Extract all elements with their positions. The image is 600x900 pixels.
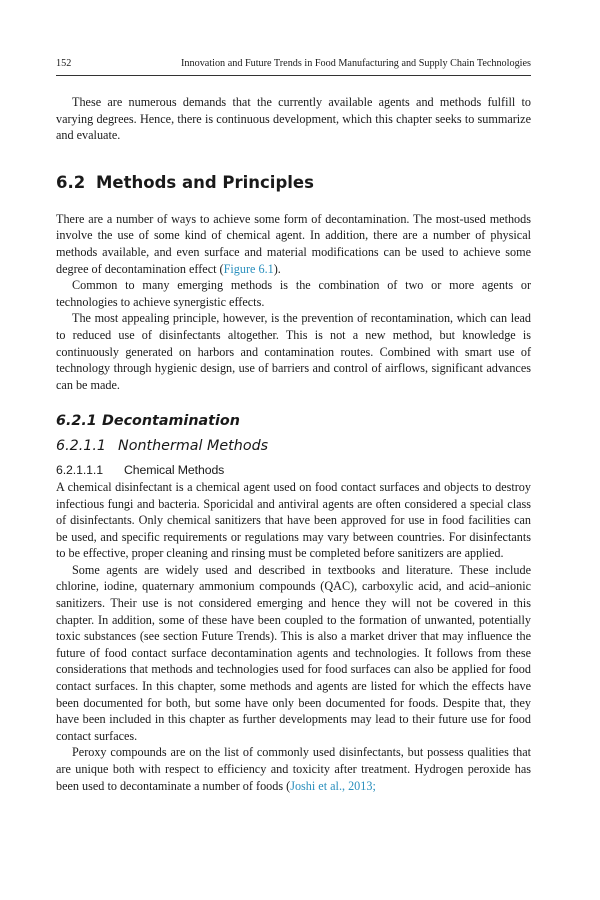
header-rule bbox=[56, 75, 531, 76]
section-heading bbox=[56, 172, 531, 194]
paragraph-text-end: ). bbox=[273, 261, 281, 276]
paragraph-text: Peroxy compounds are on the list of commonly used disinfectants, but possess qualities that are unique both with respect to efficiency and toxicity after treatment. Hydrogen peroxide has been used to decontaminate a number of foods ( bbox=[56, 745, 531, 793]
section-paragraph-1 bbox=[56, 211, 531, 277]
citation-link[interactable]: Joshi et al., 2013; bbox=[290, 778, 376, 793]
section-title: Methods and Principles bbox=[96, 172, 314, 192]
section-paragraph-2: Common to many emerging methods is the combination of two or more agents or technologies to achieve synergistic effects. bbox=[56, 278, 531, 309]
paragraph-heading-title: Chemical Methods bbox=[124, 463, 225, 478]
paragraph-heading-number: 6.2.1.1.1 bbox=[56, 463, 103, 478]
subsection-heading bbox=[56, 411, 531, 431]
subsubsection-title: Nonthermal Methods bbox=[118, 438, 269, 455]
chemical-paragraph-3 bbox=[56, 744, 531, 794]
intro-paragraph: These are numerous demands that the currently available agents and methods fulfill to varying degrees. Hence, there is continuous development, which this chapter seeks to summarize and evaluate. bbox=[56, 95, 531, 143]
section-number: 6.2 bbox=[56, 172, 86, 192]
running-title: Innovation and Future Trends in Food Manufacturing and Supply Chain Technologies bbox=[181, 58, 531, 69]
chemical-paragraph-1: A chemical disinfectant is a chemical agent used on food contact surfaces and objects to destroy infectious fungi and bacteria. Sporicidal and antiviral agents are often considered a special class of disinfectants. Only chemical sanitizers that have been approved for use in food facilities can be used, and specific requirements or regulations may vary between countries. For disinfectants to be effective, proper cleaning and rinsing must be completed before sanitizers are applied. bbox=[56, 479, 531, 561]
paragraph-heading bbox=[56, 462, 531, 479]
subsubsection-number: 6.2.1.1 bbox=[56, 438, 107, 455]
subsubsection-heading bbox=[56, 436, 531, 456]
paragraph-text: There are a number of ways to achieve some form of decontamination. The most-used methods involve the use of some kind of chemical agent. In addition, there are a number of physical methods available, and even surface and material modifications can be used to achieve some degree of decontamination effect ( bbox=[56, 211, 531, 276]
body-text bbox=[56, 94, 531, 794]
chemical-paragraph-2: Some agents are widely used and described in textbooks and literature. These include chlorine, iodine, quaternary ammonium compounds (QAC), carboxylic acid, and acid–anionic sanitizers. Their use is not considered emerging and hence they will not be covered in this chapter. In addition, some of these have been coupled to the formation of unwanted, potentially toxic substances (see section Future Trends). This is also a market driver that may influence the future of food contact surface decontamination agents and technologies. It follows from these considerations that methods and technologies used for food surfaces can also be applied for food contact surfaces. In this chapter, some methods and agents are listed for which the effects have been documented for both, but some have only been documented for foods. Despite that, they have been included in this chapter as further developments may lead to their future use for food contact surfaces. bbox=[56, 562, 531, 743]
section-paragraph-3: The most appealing principle, however, is the prevention of recontamination, which can lead to reduced use of disinfectants altogether. This is not a new method, but knowledge is continuously generated on harbors and contamination routes. Combined with smart use of technology through hygienic design, use of barriers and control of airflows, significant advances can be made. bbox=[56, 311, 531, 392]
subsection-number: 6.2.1 bbox=[56, 413, 97, 430]
subsection-title: Decontamination bbox=[102, 413, 240, 430]
figure-reference-link[interactable]: Figure 6.1 bbox=[223, 261, 274, 276]
page-number: 152 bbox=[56, 58, 72, 69]
